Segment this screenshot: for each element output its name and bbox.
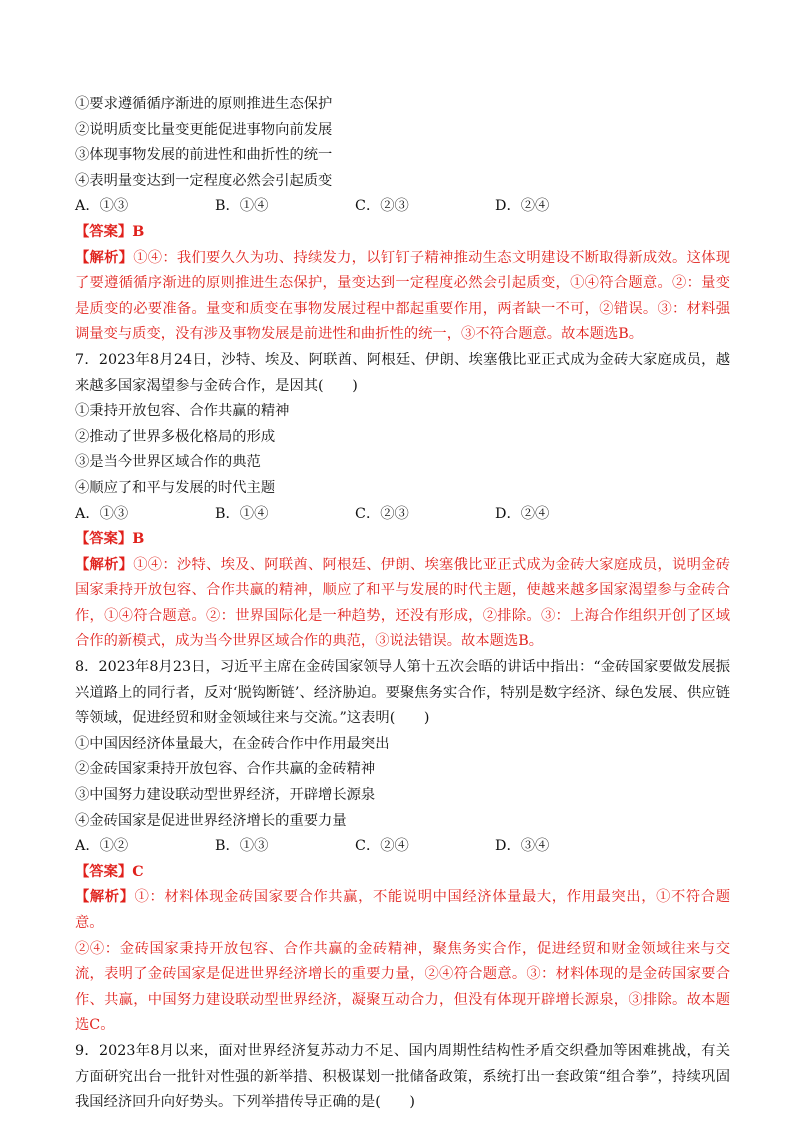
analysis	[75, 885, 730, 936]
answer-value: B	[132, 223, 145, 240]
analysis-tag: 【解析】	[75, 556, 134, 573]
answer-line	[75, 860, 730, 886]
analysis-text: ①④：我们要久久为功、持续发力，以钉钉子精神推动生态文明建设不断取得新成效。这体现了要遵循循序渐进的原则推进生态保护，量变达到一定程度必然会引起质变，①④符合题意。②：量变是质变的必要准备。量变和质变在事物发展过程中都起重要作用，两者缺一不可，②错误。③：材料强调量变与质变，没有涉及事物发展是前进性和曲折性的统一，③不符合题意。故本题选B。	[75, 249, 730, 343]
answer-tag: 【答案】	[75, 863, 133, 880]
choice-2: ②金砖国家秉持开放包容、合作共赢的金砖精神	[75, 761, 376, 778]
option-d: D．③④	[495, 838, 550, 855]
choice-2: ②说明质变比量变更能促进事物向前发展	[75, 121, 333, 138]
answer-tag: 【答案】	[75, 531, 133, 548]
answer-line	[75, 527, 730, 553]
question-7	[75, 348, 730, 655]
question-stem: 9．2023年8月以来，面对世界经济复苏动力不足、国内周期性结构性矛盾交织叠加等困难挑战，有关方面研究出台一批针对性强的新举措、积极谋划一批储备政策，系统打出一套政策“组合拳”，持续巩固我国经济回升向好势头。下列举措传导正确的是( )	[75, 1042, 730, 1111]
option-c: C．②③	[355, 505, 409, 522]
analysis-tag: 【解析】	[75, 889, 135, 906]
question-stem: 7．2023年8月24日，沙特、埃及、阿联酋、阿根廷、伊朗、埃塞俄比亚正式成为金砖大家庭成员，越来越多国家渴望参与金砖合作，是因其( )	[75, 351, 730, 394]
option-b: B．①④	[215, 198, 269, 215]
choice-1: ①秉持开放包容、合作共赢的精神	[75, 403, 290, 420]
answer-value: C	[132, 863, 144, 880]
option-a: A．①③	[75, 505, 129, 522]
choice-3: ③中国努力建设联动型世界经济，开辟增长源泉	[75, 787, 376, 804]
option-c: C．②③	[355, 198, 409, 215]
document-page	[75, 92, 730, 1116]
option-a: A．①②	[75, 838, 129, 855]
question-6	[75, 92, 730, 348]
option-a: A．①③	[75, 198, 129, 215]
question-stem: 8．2023年8月23日，习近平主席在金砖国家领导人第十五次会晤的讲话中指出：“金砖国家要做发展振兴道路上的同行者，反对‘脱钩断链’、经济胁迫。要聚焦务实合作，特别是数字经济、绿色发展、供应链等领域，促进经贸和财金领域往来与交流。”这表明( )	[75, 659, 730, 727]
analysis-text-1: ①：材料体现金砖国家要合作共赢，不能说明中国经济体量最大，作用最突出，①不符合题意。	[75, 889, 731, 931]
choice-4: ④顺应了和平与发展的时代主题	[75, 479, 276, 496]
answer-value: B	[132, 531, 145, 548]
option-d: D．②④	[495, 198, 550, 215]
options-row	[75, 834, 730, 860]
analysis	[75, 553, 730, 655]
choice-3: ③体现事物发展的前进性和曲折性的统一	[75, 147, 333, 164]
choice-1: ①要求遵循循序渐进的原则推进生态保护	[75, 96, 333, 112]
question-9	[75, 1039, 730, 1116]
question-8	[75, 655, 730, 1039]
choice-4: ④金砖国家是促进世界经济增长的重要力量	[75, 812, 347, 829]
choice-4: ④表明量变达到一定程度必然会引起质变	[75, 172, 333, 189]
answer-line	[75, 220, 730, 246]
option-b: B．①③	[215, 838, 269, 855]
option-d: D．②④	[495, 505, 550, 522]
option-b: B．①④	[215, 505, 269, 522]
answer-tag: 【答案】	[75, 223, 133, 240]
option-c: C．②④	[355, 838, 409, 855]
analysis-tag: 【解析】	[75, 249, 134, 266]
options-row	[75, 502, 730, 528]
choice-1: ①中国因经济体量最大，在金砖合作中作用最突出	[75, 735, 390, 752]
analysis	[75, 246, 730, 348]
choice-2: ②推动了世界多极化格局的形成	[75, 428, 276, 445]
options-row	[75, 194, 730, 220]
choice-3: ③是当今世界区域合作的典范	[75, 454, 261, 471]
analysis-text: ①④：沙特、埃及、阿联酋、阿根廷、伊朗、埃塞俄比亚正式成为金砖大家庭成员，说明金砖国家秉持开放包容、合作共赢的精神，顺应了和平与发展的时代主题，使越来越多国家渴望参与金砖合作，①④符合题意。②：世界国际化是一种趋势，还没有形成，②排除。③：上海合作组织开创了区域合作的新模式，成为当今世界区域合作的典范，③说法错误。故本题选B。	[75, 556, 730, 650]
analysis-continued: ②④：金砖国家秉持开放包容、合作共赢的金砖精神，聚焦务实合作，促进经贸和财金领域往来与交流，表明了金砖国家是促进世界经济增长的重要力量，②④符合题意。③：材料体现的是金砖国家要合作、共赢，中国努力建设联动型世界经济，凝聚互动合力，但没有体现开辟增长源泉，③排除。故本题选C。	[75, 940, 730, 1034]
